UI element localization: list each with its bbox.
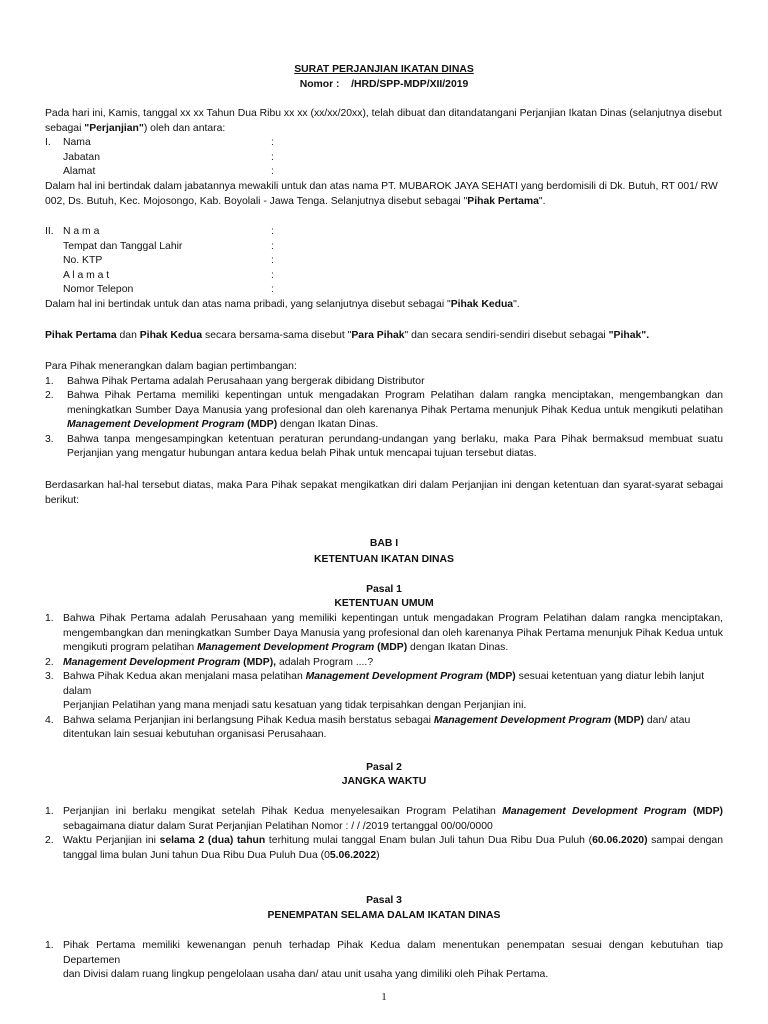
- pasal-2-title: Pasal 2: [366, 762, 402, 773]
- party-1-fields: [45, 136, 723, 180]
- intro-line-2: sebagai "Perjanjian") oleh dan antara:: [45, 122, 226, 134]
- consideration-item: 3. Bahwa tanpa mengesampingkan ketentuan peraturan perundang-undangan yang berlaku, maka Para Pihak bermaksud membuat suatu Perjanjian yang mengatur hubungan antara kedua belah Pihak untuk mencapai tujuan tersebut diatas.: [45, 433, 723, 459]
- party-2-fields: [45, 225, 723, 298]
- pasal-3-subtitle: PENEMPATAN SELAMA DALAM IKATAN DINAS: [267, 910, 501, 921]
- party-1-field-nama: I. Nama :: [45, 136, 723, 151]
- pasal-2-item: 2. Waktu Perjanjian ini selama 2 (dua) tahun terhitung mulai tanggal Enam bulan Juli tahun Dua Ribu Dua Puluh (60.06.2020) sampai dengan tanggal lima bulan Juni tahun Dua Ribu Dua Puluh Dua (05.06.2022): [45, 835, 723, 861]
- party-1-description: Dalam hal ini bertindak dalam jabatannya mewakili untuk dan atas nama PT. MUBAROK JAYA SEHATI yang berdomisili di Dk. Butuh, RT 001/ RW 002, Ds. Butuh, Kec. Mojosongo, Kab. Boyolali - Jawa Tenga. Selanjutnya disebut sebagai "Pihak Pertama".: [45, 181, 718, 207]
- pasal-1-item: 4. Bahwa selama Perjanjian ini berlangsung Pihak Kedua masih berstatus sebagai Management Development Program (MDP) dan/ atau ditentukan lain sesuai kebutuhan organisasi Perusahaan.: [45, 714, 691, 740]
- agreement-paragraph: Berdasarkan hal-hal tersebut diatas, maka Para Pihak sepakat mengikatkan diri dalam Perjanjian ini dengan ketentuan dan syarat-syarat sebagai berikut:: [45, 480, 723, 506]
- pasal-3-item: 1. Pihak Pertama memiliki kewenangan penuh terhadap Pihak Kedua dalam menentukan penempatan sesuai dengan kebutuhan tiap Departemen dan Divisi dalam ruang lingkup pengelolaan usaha dan/ atau unit usaha yang dimiliki oleh Pihak Pertama.: [45, 940, 723, 980]
- pasal-3-list: [45, 939, 723, 983]
- party-2-field-telepon: Nomor Telepon :: [63, 284, 274, 295]
- considerations-intro: Para Pihak menerangkan dalam bagian pertimbangan:: [45, 361, 297, 372]
- pasal-2-subtitle: JANGKA WAKTU: [341, 776, 427, 787]
- parties-definition: Pihak Pertama dan Pihak Kedua secara bersama-sama disebut "Para Pihak" dan secara sendiri-sendiri disebut sebagai "Pihak".: [45, 330, 650, 341]
- party-2-field-ktp: No. KTP :: [63, 255, 274, 266]
- party-2-description: Dalam hal ini bertindak untuk dan atas nama pribadi, yang selanjutnya disebut sebagai "Pihak Kedua".: [45, 299, 520, 310]
- document-title: SURAT PERJANJIAN IKATAN DINAS: [294, 64, 474, 75]
- pasal-2-list: [45, 805, 723, 863]
- considerations: [45, 360, 723, 462]
- party-1-roman: I.: [45, 137, 51, 148]
- party-1-field-alamat: Alamat :: [63, 166, 274, 177]
- document-number: [0, 78, 768, 93]
- bab-subtitle: KETENTUAN IKATAN DINAS: [314, 554, 454, 565]
- party-2-roman: II.: [45, 226, 54, 237]
- nomor-label: Nomor :: [299, 79, 340, 90]
- pasal-1-subtitle: KETENTUAN UMUM: [334, 598, 434, 609]
- pasal-1-list: [45, 612, 723, 743]
- intro-paragraph: [45, 107, 723, 136]
- pasal-1-item: 2. Management Development Program (MDP), adalah Program ....?: [45, 656, 374, 668]
- pasal-1-title: Pasal 1: [366, 584, 402, 595]
- pasal-2-item: 1. Perjanjian ini berlaku mengikat setelah Pihak Kedua menyelesaikan Program Pelatihan Management Development Program (MDP) sebagaimana diatur dalam Surat Perjanjian Pelatihan Nomor : / / /2019 tertanggal 00/00/0000: [45, 806, 723, 832]
- bab-title: BAB I: [369, 538, 399, 549]
- intro-line-1: Pada hari ini, Kamis, tanggal xx xx Tahun Dua Ribu xx xx (xx/xx/20xx), telah dibuat dan ditandatangani Perjanjian Ikatan Dinas (selanjutnya disebut: [45, 108, 722, 119]
- pasal-1-item: 1. Bahwa Pihak Pertama adalah Perusahaan yang memiliki kepentingan untuk mengadakan Program Pelatihan dalam rangka menciptakan, mengembangkan dan meningkatkan Sumber Daya Manusia yang profesional dan oleh karenanya Pihak Pertama menunjuk Pihak Kedua untuk mengikuti program pelatihan Management Development Program (MDP) dengan Ikatan Dinas.: [45, 613, 723, 653]
- party-2-field-alamat: A l a m a t :: [63, 269, 274, 281]
- party-2-field-ttl: Tempat dan Tanggal Lahir :: [63, 240, 274, 252]
- nomor-value: /HRD/SPP-MDP/XII/2019: [351, 79, 469, 90]
- consideration-item: 1. Bahwa Pihak Pertama adalah Perusahaan yang bergerak dibidang Distributor: [45, 375, 425, 387]
- page-number: 1: [381, 991, 387, 1003]
- party-2-field-nama: II. N a m a :: [45, 225, 723, 240]
- pasal-1-item: 3. Bahwa Pihak Kedua akan menjalani masa pelatihan Management Development Program (MDP) sesuai ketentuan yang diatur lebih lanjut dalam Perjanjian Pelatihan yang mana menjadi satu kesatuan yang tidak terpisahkan dengan Perjanjian ini.: [45, 671, 705, 711]
- party-1-field-jabatan: Jabatan :: [63, 151, 274, 163]
- consideration-item: 2. Bahwa Pihak Pertama memiliki kepentingan untuk mengadakan Program Pelatihan dalam rangka menciptakan, mengembangkan dan meningkatkan Sumber Daya Manusia yang profesional dan oleh karenanya Pihak Pertama menunjuk Pihak Kedua untuk mengikuti pelatihan Management Development Program (MDP) dengan Ikatan Dinas.: [45, 390, 723, 430]
- pasal-3-title: Pasal 3: [366, 895, 402, 906]
